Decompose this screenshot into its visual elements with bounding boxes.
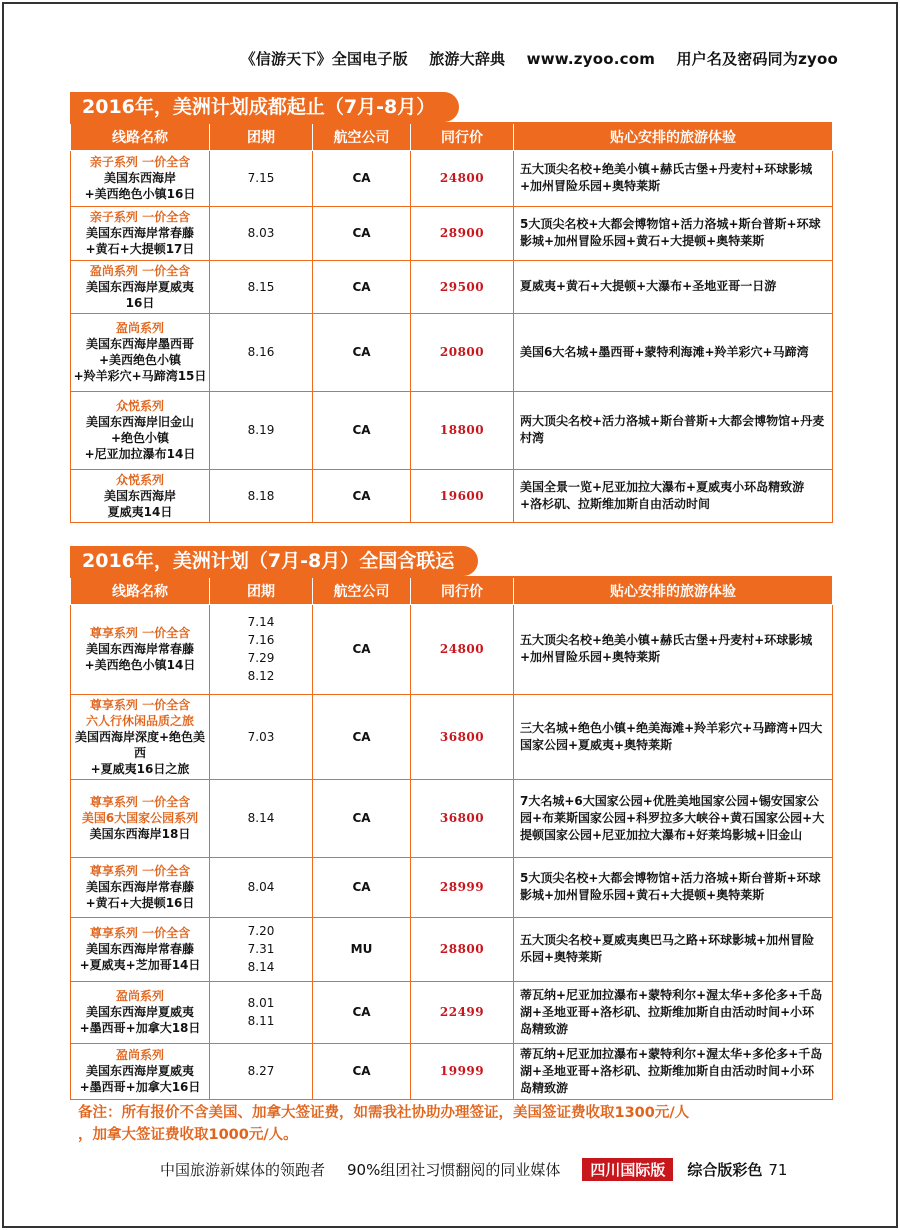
departure-date: 8.15: [247, 279, 275, 294]
table-row: [71, 1043, 833, 1099]
airline-cell: CA: [313, 150, 411, 206]
departure-date: 7.16: [247, 633, 275, 647]
table-row: [71, 260, 833, 313]
route-cell: [71, 150, 210, 206]
route-series: 亲子系列 一价全含: [89, 210, 191, 224]
route-cell: [71, 313, 210, 391]
price-cell: 19999: [411, 1043, 514, 1099]
table-row: [71, 391, 833, 469]
date-cell: [210, 1043, 313, 1099]
departure-date: 8.12: [247, 669, 275, 683]
date-col-header: 团期: [210, 124, 313, 150]
date-cell: [210, 206, 313, 260]
route-name-line: 美国东西海岸墨西哥: [85, 337, 194, 351]
departure-date: 8.01: [247, 996, 275, 1010]
date-cell: [210, 150, 313, 206]
price-cell: 29500: [411, 260, 514, 313]
price-cell: 24800: [411, 604, 514, 694]
airline-cell: CA: [313, 391, 411, 469]
route-name-line: 美国东西海岸: [103, 488, 176, 503]
airline-col-header: 航空公司: [313, 578, 411, 604]
route-series: 盈尚系列 一价全含: [89, 263, 191, 278]
table-row: [71, 206, 833, 260]
price-col-header: 同行价: [411, 124, 514, 150]
route-series: 尊享系列 一价全含: [89, 795, 191, 809]
experience-cell: 五大顶尖名校+绝美小镇+赫氏古堡+丹麦村+环球影城+加州冒险乐园+奥特莱斯: [514, 604, 833, 694]
table-row: [71, 604, 833, 694]
experience-cell: 五大顶尖名校+夏威夷奥巴马之路+环球影城+加州冒险乐园+奥特莱斯: [514, 917, 833, 981]
price-cell: 20800: [411, 313, 514, 391]
route-name-line: +夏威夷16日之旅: [90, 761, 190, 776]
route-name-line: +美西绝色小镇: [98, 353, 182, 367]
experience-cell: 五大顶尖名校+绝美小镇+赫氏古堡+丹麦村+环球影城+加州冒险乐园+奥特莱斯: [514, 150, 833, 206]
airline-cell: CA: [313, 857, 411, 917]
login-hint: 用户名及密码同为zyoo: [676, 50, 838, 68]
section2-table: [70, 578, 833, 1100]
route-name-line: 美国东西海岸常春藤: [85, 226, 194, 240]
experience-col-header: 贴心安排的旅游体验: [514, 578, 833, 604]
route-cell: [71, 391, 210, 469]
visa-note-line2: ，加拿大签证费收取1000元/人。: [78, 1127, 298, 1143]
experience-cell: 夏威夷+黄石+大提顿+大瀑布+圣地亚哥一日游: [514, 260, 833, 313]
airline-cell: CA: [313, 981, 411, 1043]
table-row: [71, 469, 833, 522]
route-name-line: +墨西哥+加拿大18日: [79, 1021, 201, 1035]
route-name-line: 美国东西海岸夏威夷: [85, 279, 194, 294]
departure-date: 8.16: [247, 345, 275, 359]
publication-name: 《信游天下》全国电子版: [240, 50, 408, 68]
date-cell: [210, 857, 313, 917]
route-cell: [71, 779, 210, 857]
footer-category: 综合版彩色: [687, 1161, 763, 1179]
experience-cell: 美国6大名城+墨西哥+蒙特利海滩+羚羊彩穴+马蹄湾: [514, 313, 833, 391]
experience-cell: 两大顶尖名校+活力洛城+斯台普斯+大都会博物馆+丹麦村湾: [514, 391, 833, 469]
footer-slogan2: 90%组团社习惯翻阅的同业媒体: [347, 1161, 561, 1179]
date-cell: [210, 313, 313, 391]
route-name-line: 美国东西海岸18日: [89, 827, 191, 841]
route-name-line: 夏威夷14日: [107, 504, 173, 519]
route-series: 尊享系列 一价全含: [89, 864, 191, 878]
route-series: 亲子系列 一价全含: [89, 155, 191, 169]
airline-cell: CA: [313, 469, 411, 522]
page-number: 71: [768, 1160, 788, 1179]
section1-table: [70, 124, 833, 523]
section2-title: 2016年，美洲计划（7月-8月）全国含联运: [70, 546, 478, 576]
departure-date: 7.15: [247, 171, 275, 185]
route-cell: [71, 694, 210, 779]
section2-header-row: [71, 578, 833, 604]
route-name-line: 六人行休闲品质之旅: [85, 713, 194, 728]
page-footer: [160, 1158, 787, 1181]
price-cell: 19600: [411, 469, 514, 522]
price-cell: 36800: [411, 694, 514, 779]
route-cell: [71, 1043, 210, 1099]
date-cell: [210, 604, 313, 694]
airline-cell: CA: [313, 779, 411, 857]
route-series: 尊享系列 一价全含: [89, 697, 191, 712]
date-cell: [210, 779, 313, 857]
airline-cell: CA: [313, 313, 411, 391]
section1-header-row: [71, 124, 833, 150]
visa-note: [78, 1102, 818, 1146]
price-cell: 18800: [411, 391, 514, 469]
route-name-line: +羚羊彩穴+马蹄湾15日: [73, 369, 207, 383]
route-name-line: 美国6大国家公园系列: [81, 811, 199, 825]
departure-date: 8.19: [247, 423, 275, 437]
airline-cell: CA: [313, 1043, 411, 1099]
section1-banner: [70, 92, 459, 122]
footer-slogan1: 中国旅游新媒体的领跑者: [160, 1161, 326, 1179]
airline-cell: CA: [313, 260, 411, 313]
price-cell: 28800: [411, 917, 514, 981]
route-series: 尊享系列 一价全含: [89, 926, 191, 940]
route-cell: [71, 917, 210, 981]
departure-date: 7.29: [247, 651, 275, 665]
departure-date: 8.11: [247, 1014, 275, 1028]
route-cell: [71, 469, 210, 522]
route-series: 尊享系列 一价全含: [89, 626, 191, 640]
route-name-line: +美西绝色小镇14日: [84, 658, 196, 672]
route-name-line: 美国西海岸深度+绝色美西: [74, 729, 206, 760]
price-cell: 24800: [411, 150, 514, 206]
experience-cell: 蒂瓦纳+尼亚加拉瀑布+蒙特利尔+渥太华+多伦多+千岛湖+圣地亚哥+洛杉矶、拉斯维加斯自由活动时间+小环岛精致游: [514, 1043, 833, 1099]
route-col-header: 线路名称: [71, 124, 210, 150]
route-col-header: 线路名称: [71, 578, 210, 604]
section2-banner: [70, 546, 478, 576]
website-link[interactable]: www.zyoo.com: [526, 50, 656, 68]
dictionary-name: 旅游大辞典: [429, 50, 506, 68]
departure-date: 8.03: [247, 226, 275, 240]
departure-date: 8.18: [247, 488, 275, 503]
airline-col-header: 航空公司: [313, 124, 411, 150]
experience-cell: 美国全景一览+尼亚加拉大瀑布+夏威夷小环岛精致游+洛杉矶、拉斯维加斯自由活动时间: [514, 469, 833, 522]
route-series: 盈尚系列: [115, 989, 164, 1003]
route-name-line: +美西绝色小镇16日: [84, 187, 196, 201]
route-name-line: 美国东西海岸常春藤: [85, 880, 194, 894]
experience-cell: 蒂瓦纳+尼亚加拉瀑布+蒙特利尔+渥太华+多伦多+千岛湖+圣地亚哥+洛杉矶、拉斯维加斯自由活动时间+小环岛精致游: [514, 981, 833, 1043]
table-row: [71, 694, 833, 779]
table-row: [71, 917, 833, 981]
route-cell: [71, 857, 210, 917]
experience-cell: 三大名城+绝色小镇+绝美海滩+羚羊彩穴+马蹄湾+四大国家公园+夏威夷+奥特莱斯: [514, 694, 833, 779]
airline-cell: MU: [313, 917, 411, 981]
departure-date: 8.14: [247, 811, 275, 825]
route-series: 众悦系列: [115, 472, 164, 487]
route-cell: [71, 604, 210, 694]
date-cell: [210, 260, 313, 313]
price-cell: 28999: [411, 857, 514, 917]
airline-cell: CA: [313, 206, 411, 260]
route-series: 众悦系列: [115, 399, 164, 413]
price-cell: 36800: [411, 779, 514, 857]
departure-date: 8.04: [247, 880, 275, 894]
date-col-header: 团期: [210, 578, 313, 604]
departure-date: 8.14: [247, 960, 275, 974]
route-cell: [71, 260, 210, 313]
route-name-line: +墨西哥+加拿大16日: [79, 1080, 201, 1094]
price-col-header: 同行价: [411, 578, 514, 604]
route-series: 盈尚系列: [115, 321, 164, 335]
departure-date: 7.31: [247, 942, 275, 956]
route-cell: [71, 981, 210, 1043]
departure-date: 8.27: [247, 1064, 275, 1078]
route-name-line: 16日: [125, 295, 155, 310]
date-cell: [210, 694, 313, 779]
date-cell: [210, 917, 313, 981]
experience-cell: 7大名城+6大国家公园+优胜美地国家公园+锡安国家公园+布莱斯国家公园+科罗拉多大峡谷+黄石国家公园+大提顿国家公园+尼亚加拉大瀑布+好莱坞影城+旧金山: [514, 779, 833, 857]
table-row: [71, 857, 833, 917]
date-cell: [210, 981, 313, 1043]
route-name-line: +黄石+大提顿17日: [85, 242, 195, 256]
route-name-line: +尼亚加拉瀑布14日: [84, 447, 196, 461]
price-cell: 28900: [411, 206, 514, 260]
airline-cell: CA: [313, 604, 411, 694]
route-name-line: 美国东西海岸旧金山: [85, 415, 194, 429]
route-name-line: 美国东西海岸常春藤: [85, 642, 194, 656]
route-name-line: 美国东西海岸: [103, 171, 176, 185]
route-name-line: +夏威夷+芝加哥14日: [79, 958, 201, 972]
route-name-line: 美国东西海岸常春藤: [85, 942, 194, 956]
route-cell: [71, 206, 210, 260]
airline-cell: CA: [313, 694, 411, 779]
route-name-line: +绝色小镇: [110, 431, 170, 445]
experience-cell: 5大顶尖名校+大都会博物馆+活力洛城+斯台普斯+环球影城+加州冒险乐园+黄石+大提顿+奥特莱斯: [514, 206, 833, 260]
date-cell: [210, 391, 313, 469]
departure-date: 7.03: [247, 729, 275, 744]
price-cell: 22499: [411, 981, 514, 1043]
departure-date: 7.20: [247, 924, 275, 938]
table-row: [71, 981, 833, 1043]
edition-badge: 四川国际版: [582, 1158, 673, 1181]
visa-note-line1: 备注：所有报价不含美国、加拿大签证费，如需我社协助办理签证，美国签证费收取1300元/人: [78, 1105, 690, 1121]
table-row: [71, 313, 833, 391]
route-name-line: 美国东西海岸夏威夷: [85, 1005, 194, 1019]
experience-cell: 5大顶尖名校+大都会博物馆+活力洛城+斯台普斯+环球影城+加州冒险乐园+黄石+大提顿+奥特莱斯: [514, 857, 833, 917]
route-series: 盈尚系列: [115, 1048, 164, 1062]
page-header: [241, 48, 838, 69]
table-row: [71, 150, 833, 206]
date-cell: [210, 469, 313, 522]
section1-title: 2016年，美洲计划成都起止（7月-8月）: [70, 92, 459, 122]
departure-date: 7.14: [247, 615, 275, 629]
table-row: [71, 779, 833, 857]
route-name-line: +黄石+大提顿16日: [85, 896, 195, 910]
route-name-line: 美国东西海岸夏威夷: [85, 1064, 194, 1078]
experience-col-header: 贴心安排的旅游体验: [514, 124, 833, 150]
